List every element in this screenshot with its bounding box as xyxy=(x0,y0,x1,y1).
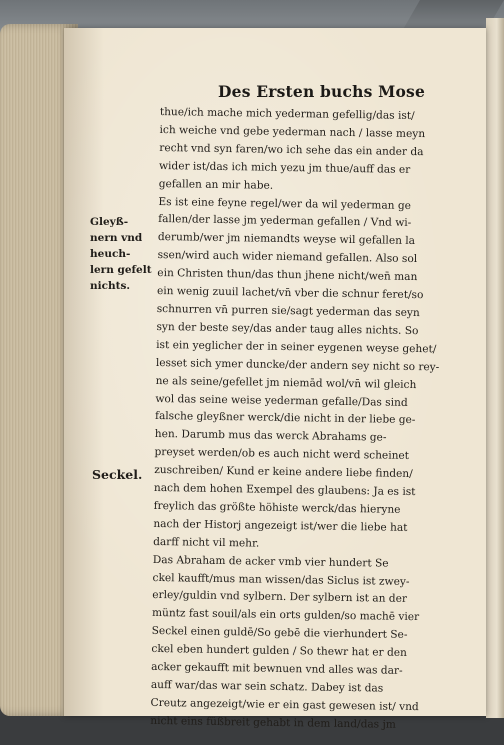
body-line: freylich das größte höhiste werck/das hieryne xyxy=(153,499,401,516)
body-line: nach der Historj angezeigt ist/wer die liebe hat xyxy=(153,517,408,534)
body-line: acker gekaufft mit bewnuen vnd alles was dar- xyxy=(151,661,403,677)
body-line: falsche gleyßner werck/die nicht in der liebe ge- xyxy=(154,410,416,427)
body-line: fallen/der lasse jm yederman gefallen / Vnd wi- xyxy=(158,213,412,230)
body-line: lesset sich ymer duncke/der andern sey nicht so rey- xyxy=(155,356,440,374)
body-line: darff nicht vil mehr. xyxy=(153,535,260,550)
running-head: Des Ersten buchs Mose xyxy=(218,82,426,101)
margin-note-line: nichts. xyxy=(90,280,131,292)
body-line: wol das seine weise yederman gefalle/Das sind xyxy=(155,392,408,409)
body-line: derumb/wer jm niemandts weyse wil gefallen la xyxy=(157,231,416,248)
margin-note-line: heuch- xyxy=(90,248,131,260)
body-line: gefallen an mir habe. xyxy=(158,177,274,192)
body-line: schnurren vn̄ purren sie/sagt yederman das seyn xyxy=(156,302,420,320)
margin-note-line: lern gefelt xyxy=(90,264,152,276)
margin-note-gleyssnern xyxy=(90,214,160,294)
body-line: wider ist/das ich mich yezu jm thue/auff das er xyxy=(158,159,411,176)
body-line: Es ist eine feyne regel/wer da wil yederman ge xyxy=(158,195,412,212)
body-line: thue/ich mache mich yederman gefellig/das ist/ xyxy=(159,105,415,123)
body-line: ne als seine/gefellet jm niemād wol/vn̄ wil gleich xyxy=(155,374,417,391)
body-line: hen. Darumb mus das werck Abrahams ge- xyxy=(154,428,387,444)
body-line: syn der beste sey/das ander taug alles nichts. So xyxy=(156,320,419,337)
margin-note-line: Gleyß- xyxy=(90,216,129,228)
facing-page-edge xyxy=(486,18,504,718)
body-line: ist ein yeglicher der in seiner eygenen weyse gehet/ xyxy=(156,338,437,356)
body-line: ein wenig zuuil lachet/vn̄ vber die schnur feret/so xyxy=(156,285,424,302)
body-line: ich weiche vnd gebe yederman nach / lasse meyn xyxy=(159,123,426,141)
body-line: ssen/wird auch wider niemand gefallen. Also sol xyxy=(157,249,418,266)
body-text xyxy=(150,104,460,735)
margin-note-line: nern vnd xyxy=(90,232,143,244)
body-line: ckel kaufft/mus man wissen/das Siclus ist zwey- xyxy=(152,571,410,588)
body-line: zuschreiben/ Kund er keine andere liebe finden/ xyxy=(154,464,413,481)
body-line: recht vnd syn faren/wo ich sehe das ein ander da xyxy=(159,141,424,158)
body-line: müntz fast souil/als ein orts gulden/so machē vier xyxy=(151,607,420,624)
body-line: preyset werden/ob es auch nicht werd scheinet xyxy=(154,446,410,463)
body-line: ein Christen thun/das thun jhene nicht/wen̄ man xyxy=(157,267,418,284)
body-line: nach dem hohen Exempel des glaubens: Ja es ist xyxy=(153,481,416,499)
body-line: Creutz angezeigt/wie er ein gast gewesen ist/ vnd xyxy=(150,696,419,714)
body-line: Das Abraham de acker vmb vier hundert Se xyxy=(152,553,389,570)
margin-note-seckel: Seckel. xyxy=(92,467,143,482)
body-line: nicht eins füßbreit gehabt in dem land/das jm xyxy=(150,714,396,731)
body-line: auff war/das war sein schatz. Dabey ist das xyxy=(150,678,384,695)
body-line: ckel eben hundert gulden / So thewr hat er den xyxy=(151,643,407,660)
body-line: Seckel einen guldē/So gebē die vierhundert Se- xyxy=(151,625,408,642)
body-line: erley/guldin vnd sylbern. Der sylbern ist an der xyxy=(152,589,408,606)
